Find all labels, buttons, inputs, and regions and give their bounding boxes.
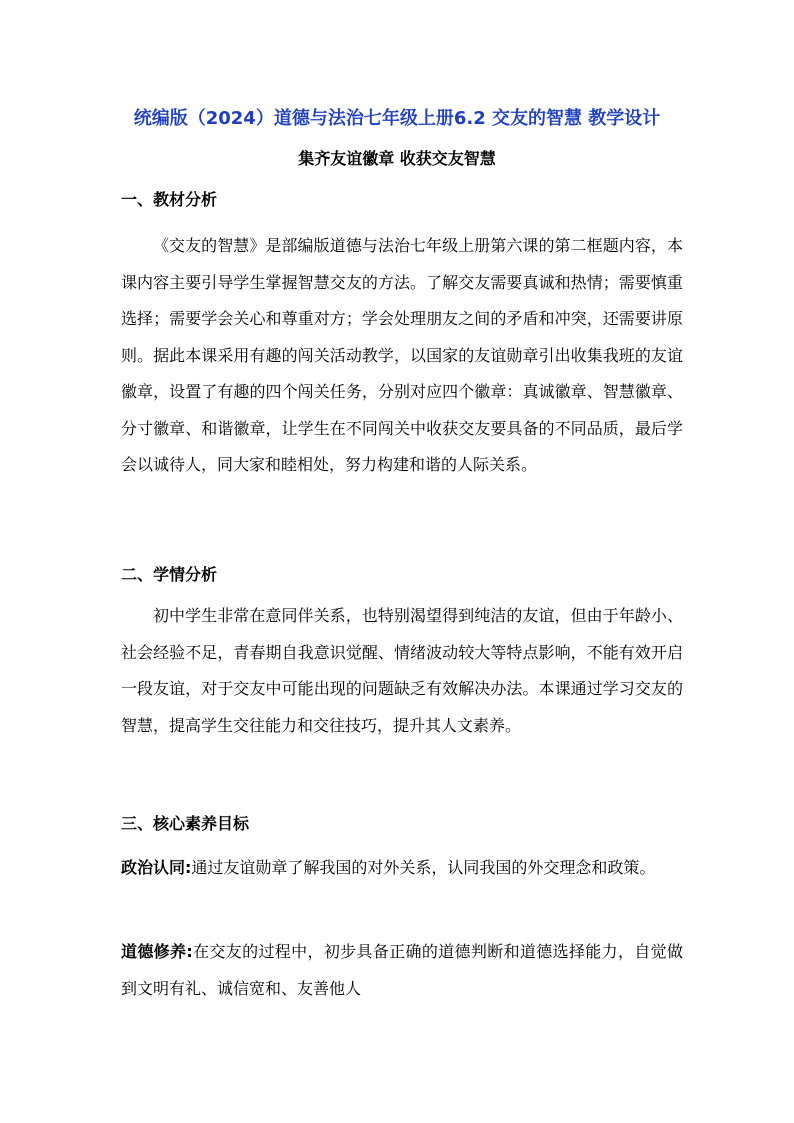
document-title: 统编版（2024）道德与法治七年级上册6.2 交友的智慧 教学设计 (133, 108, 661, 129)
goal-item-moral-cultivation (121, 934, 683, 1007)
section-heading-core-goals: 三、核心素养目标 (121, 814, 250, 833)
goal-text: 在交友的过程中，初步具备正确的道德判断和道德选择能力，自觉做到文明有礼、诚信宽和、友善他人 (121, 942, 683, 998)
section-heading-student-analysis: 二、学情分析 (121, 565, 218, 584)
goal-item-political-identity (121, 850, 683, 887)
section-heading-textbook-analysis: 一、教材分析 (121, 190, 218, 209)
document-subtitle: 集齐友谊徽章 收获交友智慧 (298, 149, 496, 168)
section-paragraph-student-analysis: 初中学生非常在意同伴关系，也特别渴望得到纯洁的友谊，但由于年龄小、社会经验不足，青春期自我意识觉醒、情绪波动较大等特点影响，不能有效开启一段友谊，对于交友中可能出现的问题缺乏有效解决办法。本课通过学习交友的智慧，提高学生交往能力和交往技巧，提升其人文素养。 (121, 606, 683, 735)
goal-label: 道德修养: (121, 942, 193, 961)
goal-text: 通过友谊勋章了解我国的对外关系，认同我国的外交理念和政策。 (191, 858, 656, 877)
goal-label: 政治认同: (121, 858, 192, 877)
section-paragraph-textbook-analysis: 《交友的智慧》是部编版道德与法治七年级上册第六课的第二框题内容，本课内容主要引导学生掌握智慧交友的方法。了解交友需要真诚和热情；需要慎重选择；需要学会关心和尊重对方；学会处理朋友之间的矛盾和冲突，还需要讲原则。据此本课采用有趣的闯关活动教学，以国家的友谊勋章引出收集我班的友谊徽章，设置了有趣的四个闯关任务，分别对应四个徽章：真诚徽章、智慧徽章、分寸徽章、和谐徽章，让学生在不同闯关中收获交友要具备的不同品质，最后学会以诚待人，同大家和睦相处，努力构建和谐的人际关系。 (121, 236, 683, 474)
